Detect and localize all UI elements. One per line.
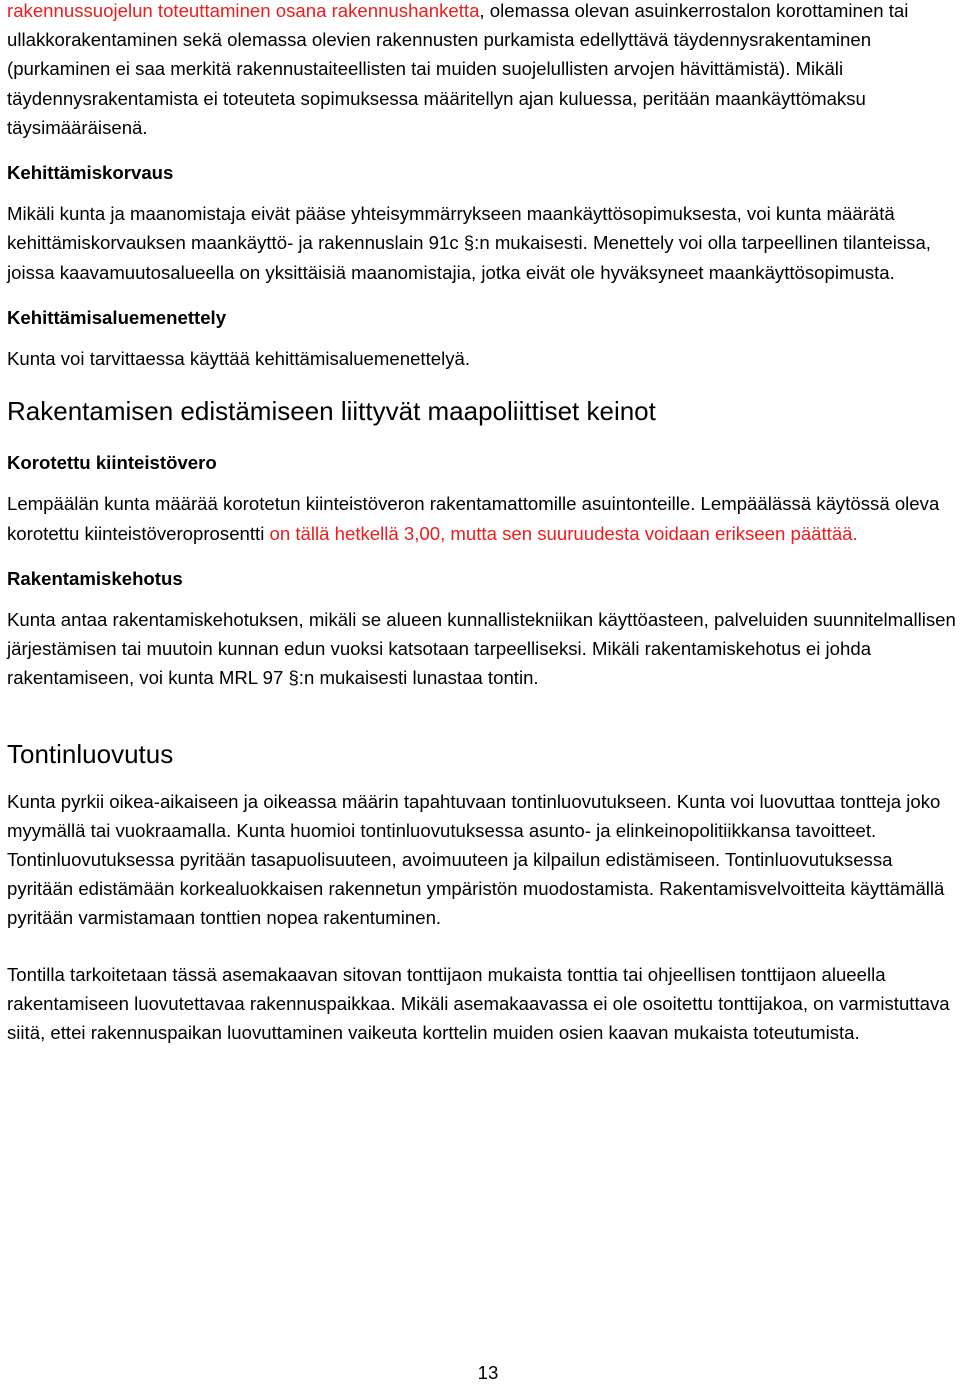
tontinluovutus-paragraph-2: Tontilla tarkoitetaan tässä asemakaavan sitovan tonttijaon mukaista tonttia tai ohjeellisen tonttijaon alueella rakentamiseen luovutettavaa rakennuspaikkaa. Mikäli asemakaavassa ei ole osoitettu tonttijakoa, on varmistuttava siitä, ettei rakennuspaikan luovuttaminen vaikeuta korttelin muiden osien kaavan mukaista toteutumista. [7, 963, 950, 1044]
page-number: 13 [477, 1362, 499, 1383]
kehittamiskorvaus-heading: Kehittämiskorvaus [7, 162, 174, 184]
section-title-tontinluovutus: Tontinluovutus [7, 738, 174, 769]
korotettu-kiinteistovero-heading: Korotettu kiinteistövero [7, 452, 217, 474]
rakentamiskehotus-text: Kunta antaa rakentamiskehotuksen, mikäli se alueen kunnallistekniikan käyttöasteen, palveluiden suunnitelmallisen järjestämisen tai muutoin kunnan edun vuoksi katsotaan tarpeelliseksi. Mikäli rakentamiskehotus ei johda rakentamiseen, voi kunta MRL 97 §:n mukaisesti lunastaa tontin. [7, 609, 956, 689]
tontinluovutus-paragraph-1: Kunta pyrkii oikea-aikaiseen ja oikeassa määrin tapahtuvaan tontinluovutukseen. Kunta voi luovuttaa tontteja joko myymällä tai vuokraamalla. Kunta huomioi tontinluovutuksessa asunto- ja elinkeinopolitiikkansa tavoitteet. Tontinluovutuksessa pyritään tasapuolisuuteen, avoimuuteen ja kilpailun edistämiseen. Tontinluovutuksessa pyritään edistämään korkealuokkaisen rakennetun ympäristön muodostamista. Rakentamisvelvoitteita käyttämällä pyritään varmistamaan tonttien nopea rakentuminen. [7, 790, 945, 929]
kehittamisaluemenettely-heading: Kehittämisaluemenettely [7, 306, 227, 328]
intro-paragraph [7, 0, 957, 142]
intro-text: , olemassa olevan asuinkerrostalon korottaminen tai ullakkorakentaminen sekä olemassa olevien rakennusten purkamista edellyttävä täydennysrakentaminen (purkaminen ei saa merkitä rakennustaiteellisten tai muiden suojelullisten arvojen hävittämistä). Mikäli täydennysrakentamista ei toteuteta sopimuksessa määritellyn ajan kuluessa, peritään maankäyttömaksu täysimääräisenä. [7, 0, 909, 138]
kiinteistovero-text-black: Lempäälän kunta määrää korotetun kiinteistöveron rakentamattomille asuintonteille. Lempäälässä käytössä oleva korotettu kiinteistöveroprosentti [7, 493, 940, 544]
korotettu-kiinteistovero-text [7, 489, 957, 547]
kehittamisaluemenettely-text: Kunta voi tarvittaessa käyttää kehittämisaluemenettelyä. [7, 348, 471, 370]
section-title-rakentaminen: Rakentamisen edistämiseen liittyvät maapoliittiset keinot [7, 396, 656, 427]
intro-highlight: rakennussuojelun toteuttaminen osana rakennushanketta [7, 0, 480, 21]
rakentamiskehotus-heading: Rakentamiskehotus [7, 567, 183, 589]
document-page [7, 0, 957, 1047]
kehittamiskorvaus-text: Mikäli kunta ja maanomistaja eivät pääse yhteisymmärrykseen maankäyttösopimuksesta, voi kunta määrätä kehittämiskorvauksen maankäyttö- ja rakennuslain 91c §:n mukaisesti. Menettely voi olla tarpeellinen tilanteissa, joissa kaavamuutosalueella on yksittäisiä maanomistajia, jotka eivät ole hyväksyneet maankäyttösopimusta. [7, 203, 931, 283]
kiinteistovero-text-red: on tällä hetkellä 3,00, mutta sen suuruudesta voidaan erikseen päättää. [269, 522, 858, 544]
